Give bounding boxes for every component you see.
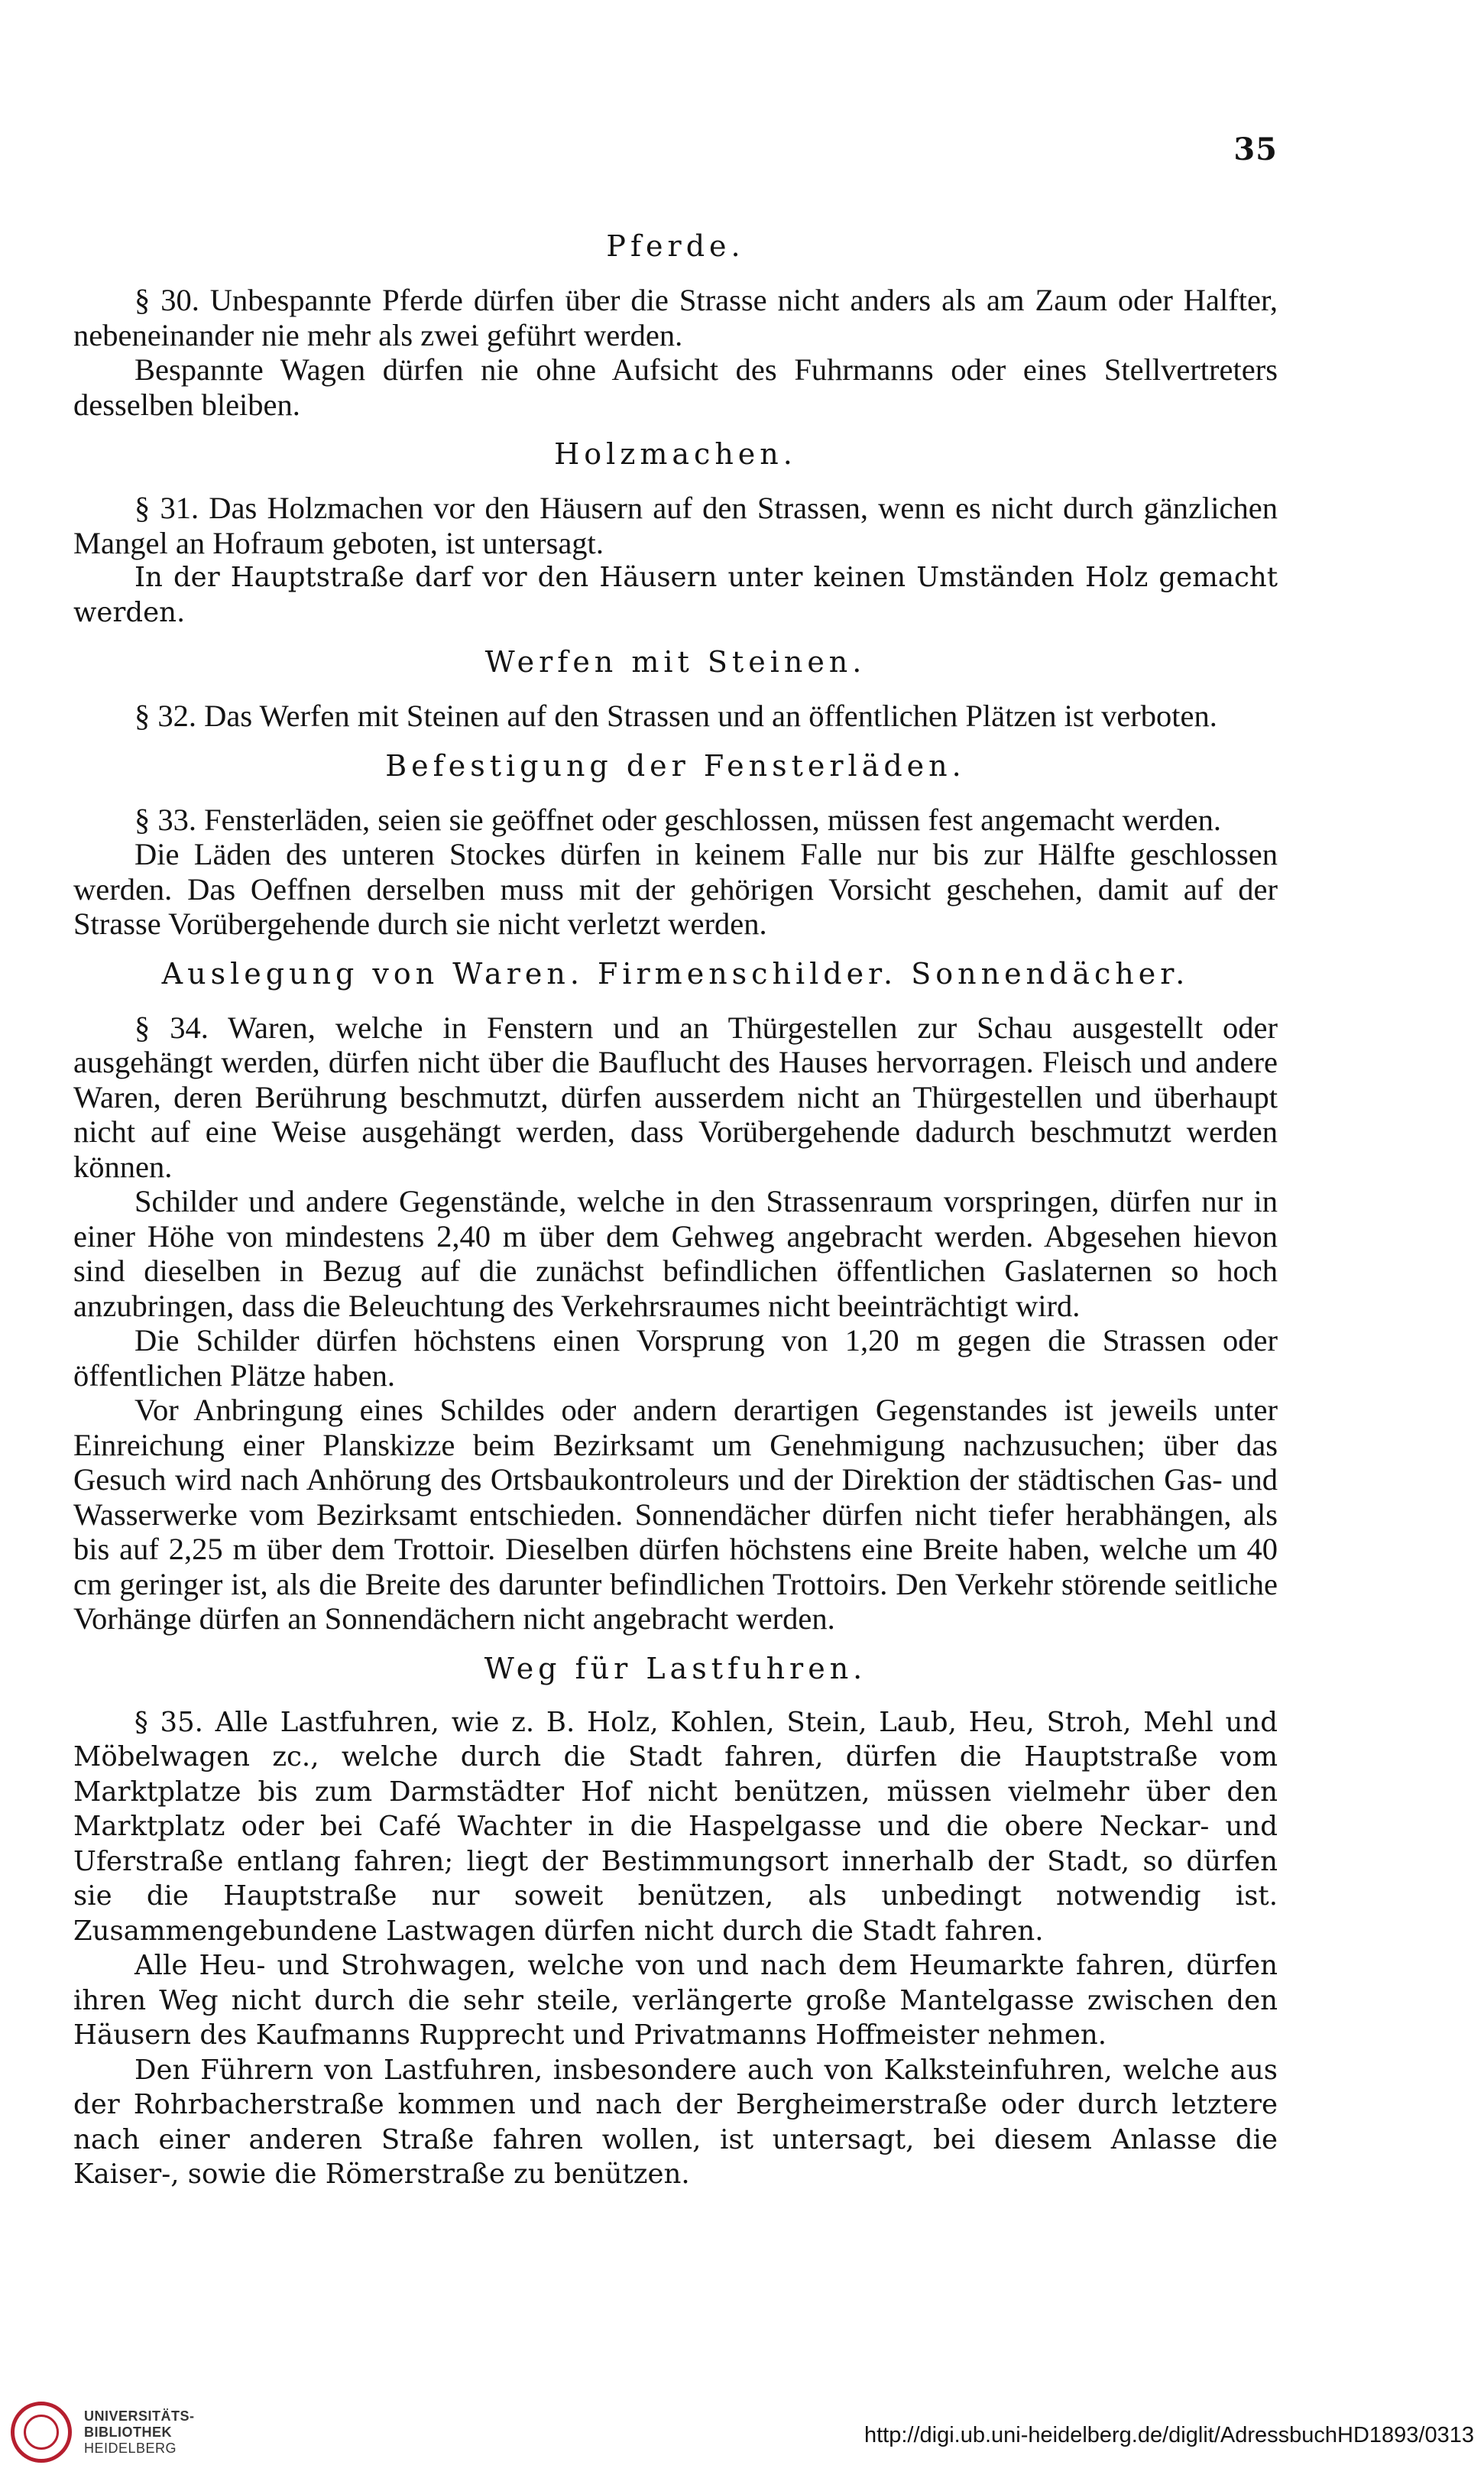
section-holzmachen [73,436,1278,630]
library-logo-text [84,2408,195,2457]
paragraph: § 34. Waren, welche in Fenstern und an Thürgestellen zur Schau ausgestellt oder ausgehängt werden, dürfen nicht über die Bauflucht des Hauses hervorragen. Fleisch und andere Waren, deren Berührung beschmutzt, dürfen ausserdem nicht an Thürgestellen und überhaupt nicht auf eine Weise ausgehängt werden, dass Vorübergehende dadurch beschmutzt werden können. [73,1010,1278,1184]
paragraph: § 32. Das Werfen mit Steinen auf den Strassen und an öffentlichen Plätzen ist verboten. [134,699,1217,733]
paragraph: Die Schilder dürfen höchstens einen Vorsprung von 1,20 m gegen die Strassen oder öffentlichen Plätze haben. [73,1323,1278,1393]
paragraph: Den Führern von Lastfuhren, insbesondere auch von Kalksteinfuhren, welche aus der Rohrbacherstraße kommen und nach der Bergheimerstraße oder durch letztere nach einer anderen Straße fahren wollen, ist untersagt, bei diesem Anlasse die Kaiser-, sowie die Römerstraße zu benützen. [73,2054,1278,2190]
section-heading: Auslegung von Waren. Firmenschilder. Sonnendächer. [161,956,1190,991]
paragraph: Vor Anbringung eines Schildes oder andern derartigen Gegenstandes ist jeweils unter Einreichung einer Planskizze beim Bezirksamt um Genehmigung nachzusuchen; über das Gesuch wird nach Anhörung des Ortsbaukontroleurs und der Direktion der städtischen Gas- und Wasserwerke vom Bezirksamt entschieden. Sonnendächer dürfen nicht tiefer herabhängen, als bis auf 2,25 m über dem Trottoir. Dieselben dürfen höchstens eine Breite haben, welche um 40 cm geringer ist, als die Breite des darunter befindlichen Trottoirs. Den Verkehr störende seitliche Vorhänge dürfen an Sonnendächern nicht angebracht werden. [73,1393,1278,1636]
section-heading: Werfen mit Steinen. [484,645,867,679]
section-pferde [73,228,1278,422]
section-auslegung-von-waren [73,955,1278,1636]
paragraph: Schilder und andere Gegenstände, welche in den Strassenraum vorspringen, dürfen nur in einer Höhe von mindestens 2,40 m über dem Gehweg angebracht werden. Abgesehen hievon sind dieselben in Bezug auf die zunächst befindlichen öffentlichen Gaslaternen so hoch anzubringen, dass die Beleuchtung des Verkehrsraumes nicht beeinträchtigt wird. [73,1184,1278,1323]
page-number: 35 [1233,131,1278,167]
paragraph: Bespannte Wagen dürfen nie ohne Aufsicht des Fuhrmanns oder eines Stellvertreters desselben bleiben. [73,352,1278,422]
section-weg-fuer-lastfuhren [73,1650,1278,2192]
university-seal-icon [11,2402,72,2463]
section-heading: Befestigung der Fensterläden. [385,748,966,783]
section-werfen-mit-steinen [73,644,1278,734]
page-content [73,214,1278,2192]
logo-line: UNIVERSITÄTS- [84,2408,195,2424]
section-heading: Weg für Lastfuhren. [484,1651,867,1685]
section-heading: Pferde. [606,229,745,263]
footer [0,2392,1484,2491]
paragraph: § 30. Unbespannte Pferde dürfen über die Strasse nicht anders als am Zaum oder Halfter, nebeneinander nie mehr als zwei geführt werden. [73,283,1278,352]
paragraph: § 35. Alle Lastfuhren, wie z. B. Holz, Kohlen, Stein, Laub, Heu, Stroh, Mehl und Möbelwagen zc., welche durch die Stadt fahren, dürfen die Hauptstraße vom Marktplatze bis zum Darmstädter Hof nicht benützen, müssen vielmehr über den Marktplatz oder bei Café Wachter in die Haspelgasse und die obere Neckar- und Uferstraße entlang fahren; liegt der Bestimmungsort innerhalb der Stadt, so dürfen sie die Hauptstraße nur soweit benützen, als unbedingt notwendig ist. Zusammengebundene Lastwagen dürfen nicht durch die Stadt fahren. [73,1706,1278,1947]
paragraph: Alle Heu- und Strohwagen, welche von und nach dem Heumarkte fahren, dürfen ihren Weg nicht durch die sehr steile, verlängerte große Mantelgasse zwischen den Häusern des Kaufmanns Rupprecht und Privatmanns Hoffmeister nehmen. [73,1950,1278,2051]
section-heading: Holzmachen. [554,437,797,471]
paragraph: Die Läden des unteren Stockes dürfen in keinem Falle nur bis zur Hälfte geschlossen werden. Das Oeffnen derselben muss mit der gehörigen Vorsicht geschehen, damit auf der Strasse Vorübergehende durch sie nicht verletzt werden. [73,837,1278,941]
logo-line: BIBLIOTHEK [84,2424,172,2440]
library-logo[interactable] [11,2402,195,2463]
section-fensterlaeden [73,748,1278,942]
paragraph: In der Hauptstraße darf vor den Häusern unter keinen Umständen Holz gemacht werden. [73,562,1278,628]
paragraph: § 31. Das Holzmachen vor den Häusern auf den Strassen, wenn es nicht durch gänzlichen Mangel an Hofraum geboten, ist untersagt. [73,491,1278,560]
paragraph: § 33. Fensterläden, seien sie geöffnet oder geschlossen, müssen fest angemacht werden. [134,802,1221,837]
logo-line: HEIDELBERG [84,2440,177,2456]
source-url-link[interactable]: http://digi.ub.uni-heidelberg.de/diglit/AdressbuchHD1893/0313 [864,2423,1474,2447]
